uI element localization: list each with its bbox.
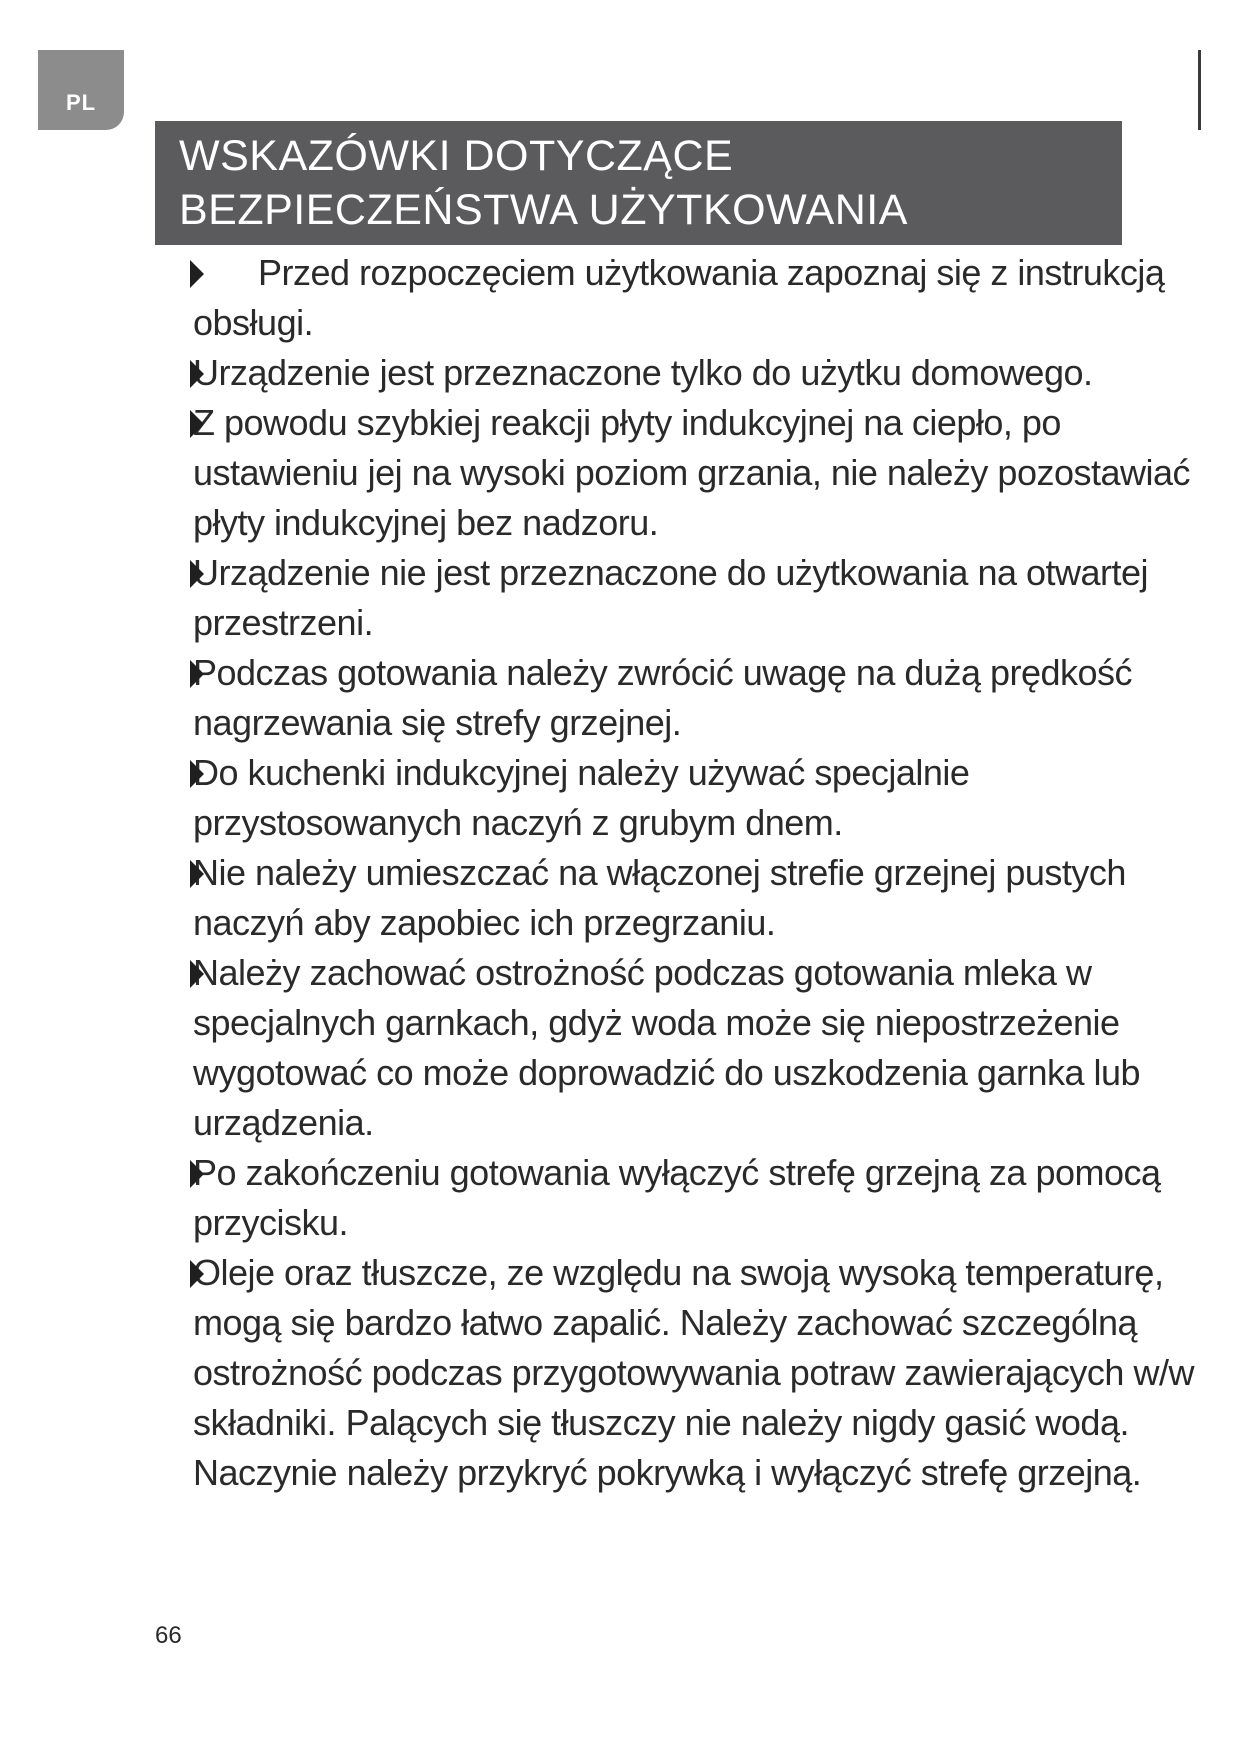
- triangle-bullet-icon: [190, 960, 204, 988]
- instruction-text: Przed rozpoczęciem użytkowania zapoznaj się z instrukcją obsługi.: [193, 252, 1165, 343]
- instruction-text: Po zakończeniu gotowania wyłączyć strefę grzejną za pomocą przycisku.: [193, 1152, 1161, 1243]
- page-number: 66: [155, 1622, 182, 1649]
- section-title-line-1: WSKAZÓWKI DOTYCZĄCE: [179, 132, 734, 180]
- list-item: [193, 398, 1198, 548]
- triangle-bullet-icon: [190, 660, 204, 688]
- language-label: PL: [65, 90, 97, 115]
- instruction-text: Podczas gotowania należy zwrócić uwagę na dużą prędkość nagrzewania się strefy grzejnej.: [193, 652, 1133, 743]
- instruction-text: Nie należy umieszczać na włączonej strefie grzejnej pustych naczyń aby zapobiec ich przegrzaniu.: [193, 852, 1126, 943]
- triangle-bullet-icon: [190, 560, 204, 588]
- triangle-bullet-icon: [190, 1260, 204, 1288]
- instruction-text: Do kuchenki indukcyjnej należy używać specjalnie przystosowanych naczyń z grubym dnem.: [193, 752, 970, 843]
- safety-instructions-list: [193, 248, 1198, 1498]
- triangle-bullet-icon: [190, 760, 204, 788]
- list-item: [193, 548, 1198, 648]
- instruction-text: Urządzenie jest przeznaczone tylko do użytku domowego.: [193, 352, 1093, 393]
- margin-rule: [1198, 50, 1201, 130]
- language-tab: [38, 50, 124, 130]
- list-item: [193, 648, 1198, 748]
- list-item: [193, 248, 1198, 348]
- list-item: [193, 848, 1198, 948]
- triangle-bullet-icon: [190, 410, 204, 438]
- triangle-bullet-icon: [190, 360, 204, 388]
- list-item: [193, 948, 1198, 1148]
- section-title-banner: [155, 121, 1122, 245]
- triangle-bullet-icon: [190, 1160, 204, 1188]
- instruction-text: Z powodu szybkiej reakcji płyty indukcyjnej na ciepło, po ustawieniu jej na wysoki poziom grzania, nie należy pozostawiać płyty indukcyjnej bez nadzoru.: [193, 402, 1191, 543]
- instruction-text: Należy zachować ostrożność podczas gotowania mleka w specjalnych garnkach, gdyż woda może się niepostrzeżenie wygotować co może doprowadzić do uszkodzenia garnka lub urządzenia.: [193, 952, 1141, 1143]
- list-item: [193, 1148, 1198, 1248]
- section-title-line-2: BEZPIECZEŃSTWA UŻYTKOWANIA: [179, 186, 908, 234]
- triangle-bullet-icon: [190, 860, 204, 888]
- list-item: [193, 748, 1198, 848]
- list-item: [193, 1248, 1198, 1498]
- list-item: [193, 348, 1198, 398]
- triangle-bullet-icon: [190, 260, 204, 288]
- instruction-text: Urządzenie nie jest przeznaczone do użytkowania na otwartej przestrzeni.: [193, 552, 1149, 643]
- instruction-text: Oleje oraz tłuszcze, ze względu na swoją wysoką temperaturę, mogą się bardzo łatwo zapalić. Należy zachować szczególną ostrożność podczas przygotowywania potraw zawierających w/w składniki. Palących się tłuszczy nie należy nigdy gasić wodą. Naczynie należy przykryć pokrywką i wyłączyć strefę grzejną.: [193, 1252, 1194, 1493]
